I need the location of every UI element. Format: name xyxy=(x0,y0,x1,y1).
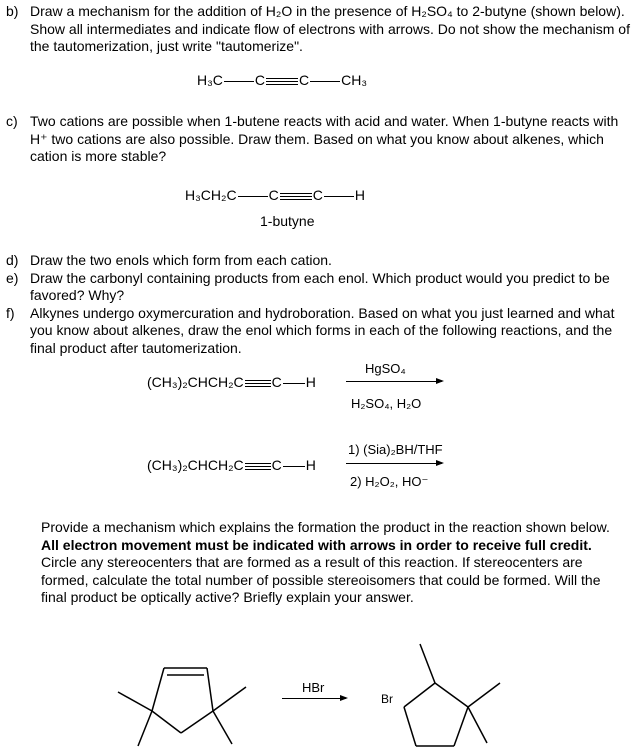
reaction-1-arrow xyxy=(346,381,442,382)
question-c xyxy=(6,113,632,166)
reaction-2-substrate xyxy=(147,457,316,473)
reaction-2-substrate-chain: (CH₃)₂CHCH₂C xyxy=(147,457,244,473)
question-e-text: Draw the carbonyl containing products from each enol. Which product would you predict to be favored? Why? xyxy=(30,269,610,303)
mechanism-question-text-b: Circle any stereocenters that are formed as a result of this reaction. If stereocenters are formed, calculate the total number of possible stereoisomers that could be formed. Will the final product be optically active? Briefly explain your answer. xyxy=(41,554,601,605)
question-f-text: Alkynes undergo oxymercuration and hydroboration. Based on what you just learned and what you know about alkenes, draw the enol which forms in each of the following reactions, and the final product after tautomerization. xyxy=(30,304,615,356)
mechanism-question-bold: All electron movement must be indicated with arrows in order to receive full credit. xyxy=(41,536,592,553)
1-butyne-left-group: H₃CH₂C xyxy=(185,187,237,203)
reaction-2-reagent-top: 1) (Sia)₂BH/THF xyxy=(348,442,443,457)
triple-bond xyxy=(280,193,312,200)
reaction-1-substrate-hydrogen: H xyxy=(305,374,316,390)
mechanism-question xyxy=(41,519,611,607)
mechanism-arrow xyxy=(282,698,346,699)
product-bromo-label: Br xyxy=(381,692,393,706)
single-bond xyxy=(224,81,254,82)
reaction-1-substrate-carbon: C xyxy=(271,374,282,390)
reaction-2-substrate-hydrogen: H xyxy=(305,457,316,473)
2-butyne-c1: C xyxy=(254,72,266,88)
question-d xyxy=(6,252,632,270)
reaction-2-reagent-bottom: 2) H₂O₂, HO⁻ xyxy=(350,474,429,489)
1-butyne-c2: C xyxy=(312,187,323,203)
reactant-cyclopentene-structure xyxy=(118,668,246,746)
triple-bond xyxy=(266,78,298,85)
reaction-1-reagent-bottom: H₂SO₄, H₂O xyxy=(351,396,422,411)
question-c-label: c) xyxy=(6,113,18,129)
reaction-1-substrate-chain: (CH₃)₂CHCH₂C xyxy=(147,374,244,390)
2-butyne-right-group: CH₃ xyxy=(341,72,368,88)
question-e xyxy=(6,270,632,305)
2-butyne-c2: C xyxy=(299,72,310,88)
question-e-label: e) xyxy=(6,269,19,286)
question-d-text: Draw the two enols which form from each cation. xyxy=(30,252,332,268)
mechanism-question-text-a: Provide a mechanism which explains the formation the product in the reaction shown below. xyxy=(41,519,610,535)
triple-bond xyxy=(245,380,271,387)
reaction-1-reagent-top: HgSO₄ xyxy=(365,361,406,376)
reaction-2-arrow xyxy=(346,463,442,464)
single-bond xyxy=(310,81,340,82)
2-butyne-left-group: H₃C xyxy=(197,72,223,88)
question-b-text: Draw a mechanism for the addition of H₂O in the presence of H₂SO₄ to 2-butyne (shown below). Show all intermediates and indicate flow of electrons with arrows. Do not show the mechanism of the tautomerization, just write "tautomerize". xyxy=(30,3,630,54)
1-butyne-structure xyxy=(185,187,365,203)
mechanism-reagent: HBr xyxy=(302,680,325,695)
single-bond xyxy=(283,383,305,384)
question-c-text: Two cations are possible when 1-butene reacts with acid and water. When 1-butyne reacts with H⁺ two cations are also possible. Draw them. Based on what you know about alkenes, which cation is more stable? xyxy=(30,113,619,164)
question-b-label: b) xyxy=(6,3,19,19)
product-cyclopentane-structure xyxy=(404,644,500,746)
question-b xyxy=(6,3,632,56)
question-f-label: f) xyxy=(6,304,15,321)
triple-bond xyxy=(245,463,271,470)
1-butyne-right-group: H xyxy=(354,187,365,203)
question-d-label: d) xyxy=(6,252,19,268)
single-bond xyxy=(324,196,354,197)
1-butyne-c1: C xyxy=(268,187,279,203)
single-bond xyxy=(283,466,305,467)
reaction-1-substrate xyxy=(147,374,316,390)
reaction-2-substrate-carbon: C xyxy=(271,457,282,473)
single-bond xyxy=(238,196,268,197)
1-butyne-caption: 1-butyne xyxy=(260,213,315,229)
question-f xyxy=(6,305,632,358)
2-butyne-structure xyxy=(197,72,367,88)
